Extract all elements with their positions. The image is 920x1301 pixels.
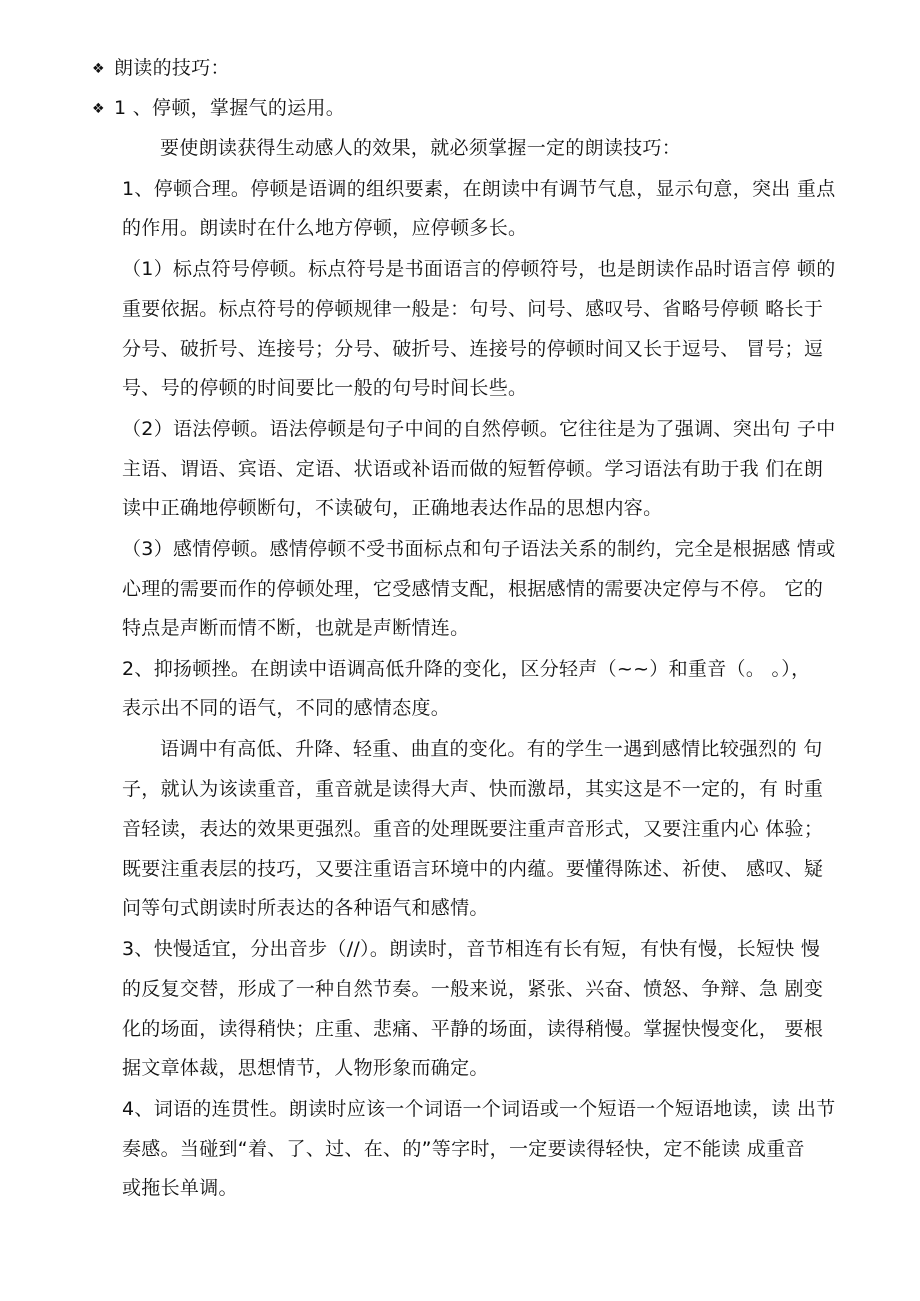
paragraph-line: 的作用。朗读时在什么地方停顿，应停顿多长。 — [122, 217, 528, 239]
paragraph-line: 心理的需要而作的停顿处理，它受感情支配，根据感情的需要决定停与不停。 它的 — [122, 578, 824, 600]
paragraph-line: 音轻读，表达的效果更强烈。重音的处理既要注重声音形式，又要注重内心 体验； — [122, 818, 824, 840]
paragraph-line: 分号、破折号、连接号；分号、破折号、连接号的停顿时间又长于逗号、 冒号；逗 — [122, 338, 824, 360]
bullet-text: 朗读的技巧： — [114, 57, 230, 79]
diamond-bullet-icon: ❖ — [92, 61, 105, 77]
paragraph-line: 子，就认为该读重音，重音就是读得大声、快而激昂，其实这是不一定的，有 时重 — [122, 778, 824, 800]
paragraph-line: 读中正确地停顿断句，不读破句，正确地表达作品的思想内容。 — [122, 497, 663, 519]
paragraph-line: 既要注重表层的技巧，又要注重语言环境中的内蕴。要懂得陈述、祈使、 感叹、疑 — [122, 858, 824, 880]
paragraph-line: （2）语法停顿。语法停顿是句子中间的自然停顿。它往往是为了强调、突出句 子中 — [122, 418, 836, 440]
paragraph-line: 化的场面，读得稍快；庄重、悲痛、平静的场面，读得稍慢。掌握快慢变化， 要根 — [122, 1018, 824, 1040]
paragraph-line: 语调中有高低、升降、轻重、曲直的变化。有的学生一遇到感情比较强烈的 句 — [160, 738, 823, 760]
bullet-item-pause — [92, 94, 345, 123]
paragraph-line: 表示出不同的语气，不同的感情态度。 — [122, 697, 451, 719]
paragraph-line: 问等句式朗读时所表达的各种语气和感情。 — [122, 897, 489, 919]
paragraph-line: 的反复交替，形成了一种自然节奏。一般来说，紧张、兴奋、愤怒、争辩、急 剧变 — [122, 978, 824, 1000]
paragraph-line: 或拖长单调。 — [122, 1177, 238, 1199]
paragraph-line: 4、词语的连贯性。朗读时应该一个词语一个词语或一个短语一个短语地读，读 出节 — [122, 1098, 836, 1120]
paragraph-line: （1）标点符号停顿。标点符号是书面语言的停顿符号，也是朗读作品时语言停 顿的 — [122, 258, 836, 280]
paragraph-line: 主语、谓语、宾语、定语、状语或补语而做的短暂停顿。学习语法有助于我 们在朗 — [122, 458, 824, 480]
paragraph-line: 特点是声断而情不断，也就是声断情连。 — [122, 617, 470, 639]
paragraph-line: 3、快慢适宜，分出音步（//）。朗读时，音节相连有长有短，有快有慢，长短快 慢 — [122, 938, 821, 960]
paragraph-line: 奏感。当碰到“着、了、过、在、的”等字时，一定要读得轻快，定不能读 成重音 — [122, 1138, 805, 1160]
paragraph-line: 重要依据。标点符号的停顿规律一般是：句号、问号、感叹号、省略号停顿 略长于 — [122, 298, 824, 320]
intro-line: 要使朗读获得生动感人的效果，就必须掌握一定的朗读技巧： — [160, 137, 682, 159]
bullet-item-techniques — [92, 54, 230, 83]
bullet-text: 1 、停顿，掌握气的运用。 — [114, 97, 346, 119]
paragraph-line: 1、停顿合理。停顿是语调的组织要素，在朗读中有调节气息，显示句意，突出 重点 — [122, 178, 836, 200]
paragraph-line: 号、号的停顿的时间要比一般的句号时间长些。 — [122, 377, 528, 399]
diamond-bullet-icon: ❖ — [92, 101, 105, 117]
paragraph-line: 2、抑扬顿挫。在朗读中语调高低升降的变化，区分轻声（~~）和重音（。 。）， — [122, 658, 811, 680]
paragraph-line: （3）感情停顿。感情停顿不受书面标点和句子语法关系的制约，完全是根据感 情或 — [122, 538, 836, 560]
paragraph-line: 据文章体裁，思想情节，人物形象而确定。 — [122, 1057, 489, 1079]
